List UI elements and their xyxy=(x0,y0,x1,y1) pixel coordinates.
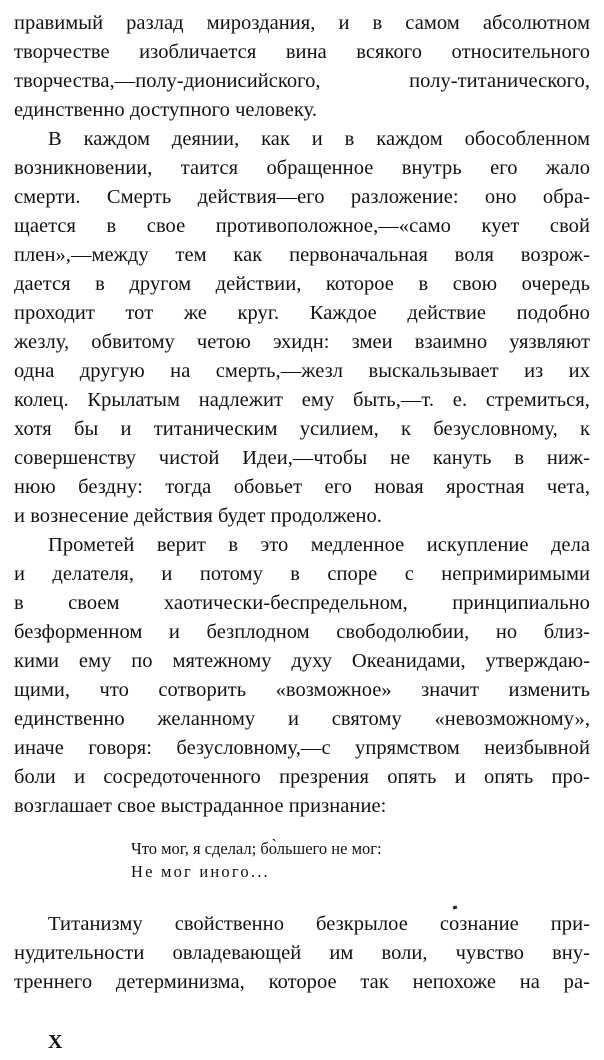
text-line: щается в свое противоположное,—«само кует свой xyxy=(14,215,590,237)
text-line: щими, что сотворить «возможное» значит изменить xyxy=(14,679,590,701)
text-line: творчества,—полу-дионисийского, полу-титанического, xyxy=(14,70,590,92)
text-line: возглашает свое выстраданное признание: xyxy=(14,795,387,817)
text-line: одна другую на смерть,—жезл выскальзывает из их xyxy=(14,360,590,382)
page-number: X xyxy=(48,1031,63,1053)
paragraph-start-line: Прометей верит в это медленное искупление дела xyxy=(48,534,590,556)
text-line: нудительности овладевающей им воли, чувство вну- xyxy=(14,942,590,964)
text-line: нюю бездну: тогда обовьет его новая яростная чета, xyxy=(14,476,590,498)
text-line: правимый разлад мироздания, и в самом абсолютном xyxy=(14,12,590,34)
text-line: единственно желанному и святому «невозможному», xyxy=(14,708,590,730)
text-line: хотя бы и титаническим усилием, к безусловному, к xyxy=(14,418,590,440)
text-line: совершенству чистой Идеи,—чтобы не кануть в ниж- xyxy=(14,447,590,469)
verse-line: Не мог иного... xyxy=(131,862,270,881)
text-line: кими ему по мятежному духу Океанидами, утверждаю- xyxy=(14,650,590,672)
text-line: треннего детерминизма, которое так непохоже на ра- xyxy=(14,971,590,993)
text-line: иначе говоря: безусловному,—с упрямством неизбывной xyxy=(14,737,590,759)
verse-line: Что мог, я сделал; бо̀льшего не мог: xyxy=(131,839,382,858)
text-line: творчестве изобличается вина всякого относительного xyxy=(14,41,590,63)
text-line: в своем хаотически-беспредельном, принципиально xyxy=(14,592,590,614)
text-line: и вознесение действия будет продолжено. xyxy=(14,505,382,527)
text-line: безформенном и безплодном свободолюбии, но близ- xyxy=(14,621,590,643)
paragraph-start-line: В каждом деянии, как и в каждом обособленном xyxy=(48,128,590,150)
text-line: смерти. Смерть действия—его разложение: оно обра- xyxy=(14,186,590,208)
text-line: проходит тот же круг. Каждое действие подобно xyxy=(14,302,590,324)
paragraph-start-line: Титанизму свойственно безкрылое сознание при- xyxy=(48,913,590,935)
text-line: единственно доступного человеку. xyxy=(14,99,318,121)
text-line: и делателя, и потому в споре с непримиримыми xyxy=(14,563,590,585)
text-line: дается в другом действии, которое в свою очередь xyxy=(14,273,590,295)
text-line: плен»,—между тем как первоначальная воля возрож- xyxy=(14,244,590,266)
text-line: возникновении, таится обращенное внутрь его жало xyxy=(14,157,590,179)
print-speck xyxy=(453,905,458,909)
text-line: колец. Крылатым надлежит ему быть,—т. е. стремиться, xyxy=(14,389,590,411)
text-line: жезлу, обвитому четою эхидн: змеи взаимно уязвляют xyxy=(14,331,590,353)
text-line: боли и сосредоточенного презрения опять и опять про- xyxy=(14,766,590,788)
